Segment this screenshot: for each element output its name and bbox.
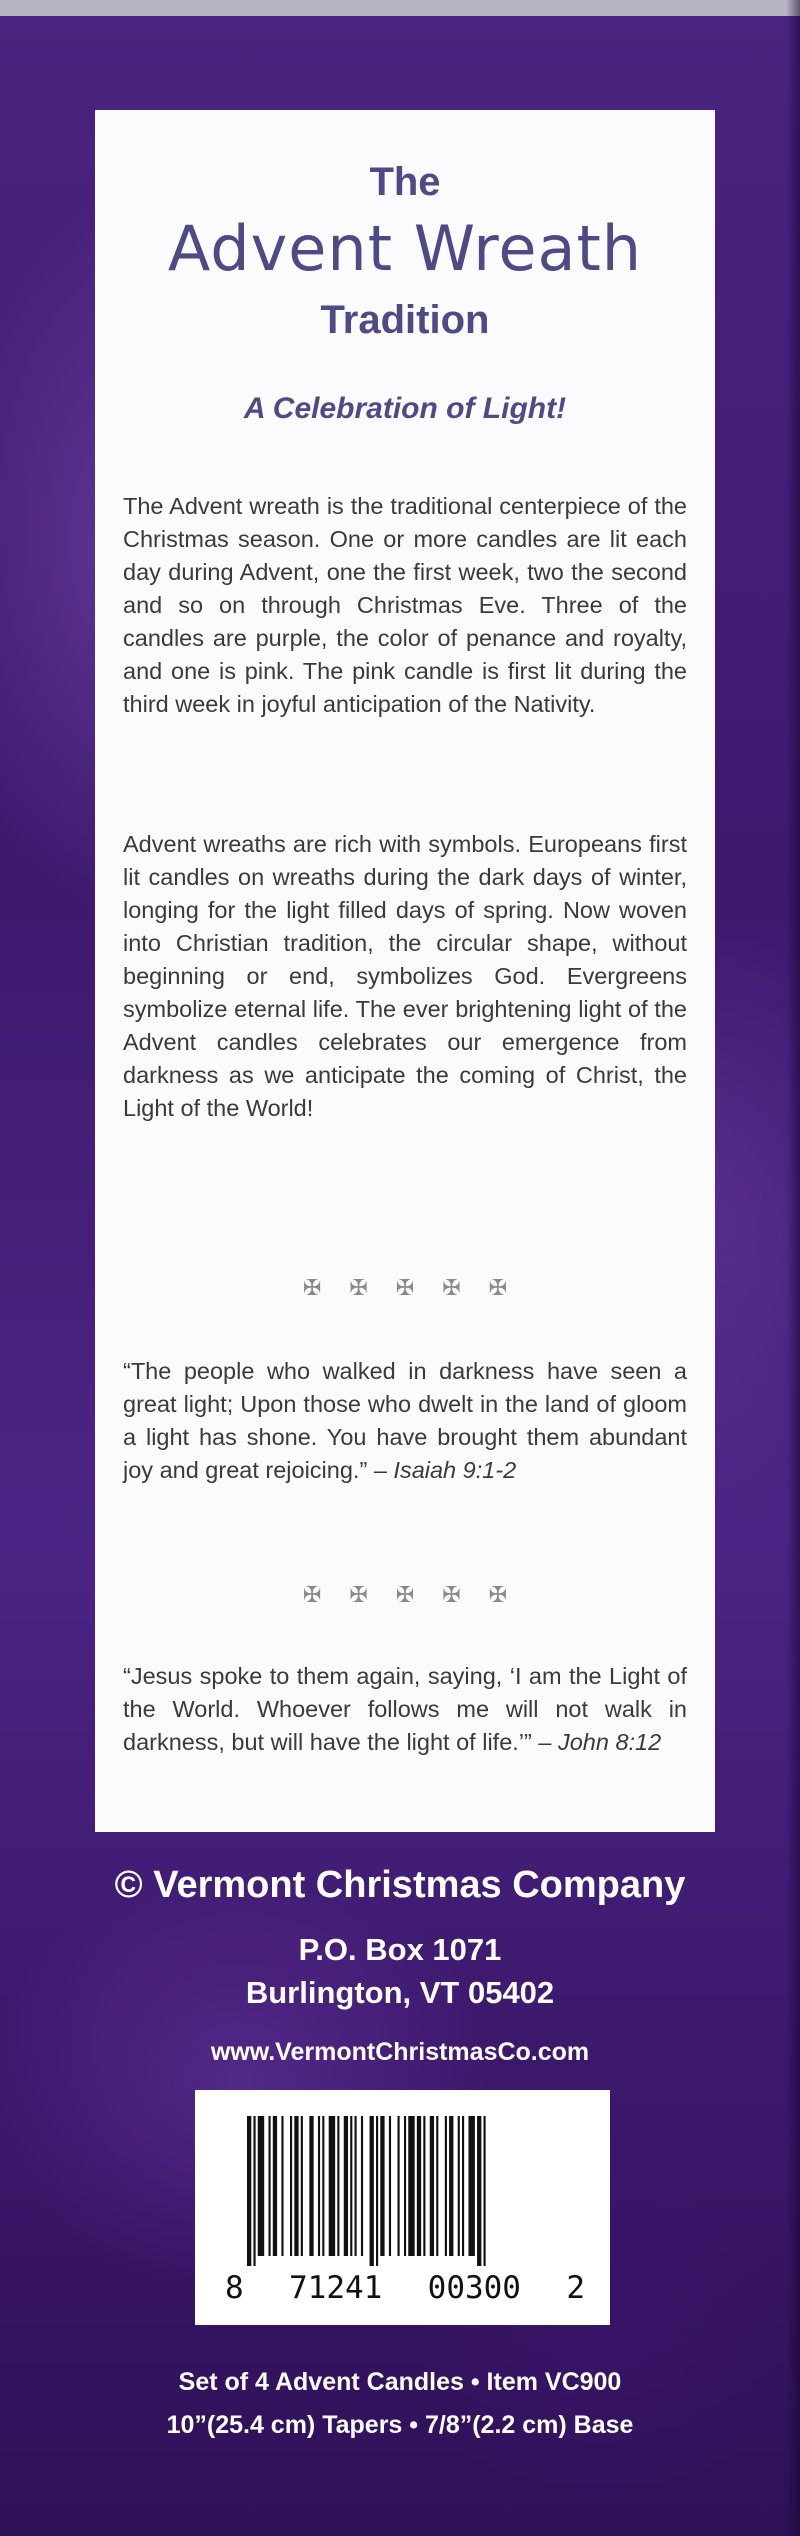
barcode-bar	[301, 2116, 303, 2256]
barcode-digit-group: 00300	[427, 2270, 521, 2306]
barcode-bar	[350, 2116, 352, 2256]
product-line-set: Set of 4 Advent Candles • Item VC900	[178, 2368, 622, 2396]
barcode-bar	[408, 2116, 414, 2256]
barcode-bar	[290, 2116, 292, 2256]
quote-john-citation: – John 8:12	[538, 1729, 662, 1755]
barcode-bar	[445, 2116, 447, 2256]
barcode-bar	[417, 2116, 421, 2256]
title-the: The	[369, 160, 441, 204]
barcode-bar	[273, 2116, 277, 2256]
barcode-digit-group: 71241	[289, 2270, 383, 2306]
paragraph-tradition: The Advent wreath is the traditional centerpiece of the Christmas season. One or more candles are lit each day during Advent, one the first week, two the second and so on through Christmas Eve. Three of the candles are purple, the color of penance and royalty, and one is pink. The pink candle is first lit during the third week in joyful anticipation of the Nativity.	[123, 493, 687, 717]
cross-ornaments-divider: ✠✠✠✠✠	[302, 1582, 536, 1607]
barcode-bar	[398, 2116, 400, 2256]
barcode-bar	[404, 2116, 406, 2256]
barcode-bar	[430, 2116, 434, 2256]
barcode-bar	[309, 2116, 313, 2256]
barcode-bar	[318, 2116, 320, 2256]
barcode-bar	[322, 2116, 324, 2256]
barcode-bar	[281, 2116, 283, 2256]
title-tradition: Tradition	[320, 298, 490, 342]
barcode-bar	[458, 2116, 460, 2256]
title-advent-wreath: Advent Wreath	[167, 212, 643, 285]
company-city: Burlington, VT 05402	[245, 1975, 555, 2010]
barcode-bar	[468, 2116, 474, 2256]
barcode-bar	[344, 2116, 348, 2256]
company-po-box: P.O. Box 1071	[298, 1932, 502, 1967]
barcode-bar	[423, 2116, 425, 2256]
barcode-bar	[337, 2116, 339, 2256]
paragraph-symbols: Advent wreaths are rich with symbols. Europeans first lit candles on wreaths during the dark days of winter, longing for the light filled days of spring. Now woven into Christian tradition, the circular shape, without beginning or end, symbolizes God. Evergreens symbolize eternal life. The ever brightening light of the Advent candles celebrates our emergence from darkness as we anticipate the coming of Christ, the Light of the World!	[123, 831, 687, 1121]
cross-ornaments-divider: ✠✠✠✠✠	[302, 1275, 536, 1300]
barcode-bar	[436, 2116, 438, 2256]
box-side-shadow	[786, 0, 800, 2536]
barcode-bar	[370, 2116, 374, 2266]
barcode-bar	[376, 2116, 378, 2266]
barcode-bar	[484, 2116, 486, 2266]
barcode-digits	[225, 2270, 585, 2306]
barcode-bar	[380, 2116, 384, 2256]
barcode-bars	[247, 2116, 557, 2266]
quote-john-text: “Jesus spoke to them again, saying, ‘I am the Light of the World. Whoever follows me will not walk in darkness, but will have the light of life.’”	[123, 1663, 687, 1755]
barcode-bar	[389, 2116, 391, 2256]
quote-isaiah	[123, 1355, 687, 1487]
story-panel	[95, 110, 715, 1832]
company-website[interactable]: www.VermontChristmasCo.com	[210, 2038, 590, 2066]
barcode-bar	[329, 2116, 335, 2256]
barcode-label	[195, 2090, 610, 2325]
quote-isaiah-text: “The people who walked in darkness have seen a great light; Upon those who dwelt in the land of gloom a light has shone. You have brought them abundant joy and great rejoicing.”	[123, 1358, 687, 1483]
company-name: © Vermont Christmas Company	[114, 1864, 686, 1906]
barcode-bar	[294, 2116, 298, 2256]
tagline: A Celebration of Light!	[243, 392, 567, 425]
quote-isaiah-citation: – Isaiah 9:1-2	[373, 1457, 517, 1483]
barcode-bar	[462, 2116, 464, 2256]
barcode-digit-group: 2	[566, 2270, 585, 2306]
barcode-bar	[253, 2116, 255, 2266]
barcode-bar	[258, 2116, 264, 2256]
barcode-bar	[449, 2116, 453, 2256]
barcode-bar	[355, 2116, 357, 2256]
barcode-bar	[269, 2116, 271, 2256]
product-line-size: 10”(25.4 cm) Tapers • 7/8”(2.2 cm) Base	[166, 2411, 634, 2439]
box-top-edge	[0, 0, 800, 16]
quote-john	[123, 1660, 687, 1759]
barcode-bar	[477, 2116, 481, 2266]
barcode-bar	[361, 2116, 363, 2256]
barcode-bar	[247, 2116, 251, 2266]
barcode-digit-group: 8	[225, 2270, 244, 2306]
